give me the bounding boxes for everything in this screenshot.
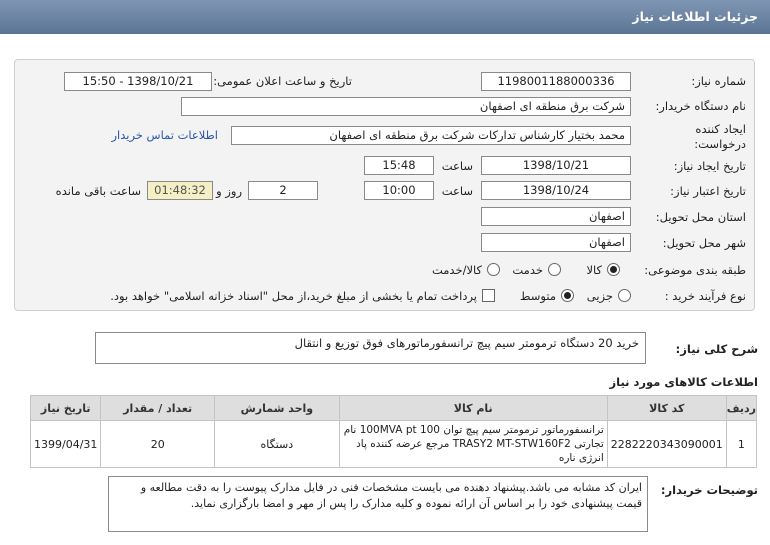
buyer-label: نام دستگاه خریدار: (655, 99, 746, 113)
remaining-time-field: 01:48:32 (147, 181, 213, 200)
province-label: استان محل تحویل: (655, 210, 746, 224)
announce-field[interactable]: 1398/10/21 - 15:50 (64, 72, 212, 91)
remaining-label: ساعت باقی مانده (55, 184, 141, 198)
announce-label: تاریخ و ساعت اعلان عمومی: (213, 74, 352, 88)
col-date-header: تاریخ نیاز (31, 396, 101, 421)
purchase-minor-label: جزیی (586, 289, 613, 303)
treasury-payment-note: پرداخت تمام یا بخشی از مبلغ خرید،از محل "اسناد خزانه اسلامی" خواهد بود. (110, 289, 477, 303)
city-label: شهر محل تحویل: (662, 236, 746, 250)
col-row-header: ردیف (726, 396, 756, 421)
buyer-field[interactable]: شرکت برق منطقه ای اصفهان (181, 97, 631, 116)
items-table (30, 395, 757, 468)
table-row[interactable] (31, 421, 757, 468)
purchase-type-label: نوع فرآیند خرید : (664, 289, 746, 303)
purchase-minor-radio[interactable] (618, 289, 631, 302)
category-goods-radio[interactable] (607, 263, 620, 276)
creator-label: ایجاد کننده درخواست: (694, 122, 746, 151)
col-qty-header: تعداد / مقدار (101, 396, 215, 421)
days-label: روز و (216, 184, 242, 198)
need-date-cell: 1399/04/31 (31, 421, 101, 468)
buyer-notes-label: توضیحات خریدار: (660, 483, 758, 497)
valid-date-field[interactable]: 1398/10/24 (481, 181, 631, 200)
unit-cell: دستگاه (215, 421, 340, 468)
category-goods-label: کالا (586, 263, 602, 277)
col-unit-header: واحد شمارش (215, 396, 340, 421)
category-goods-service-radio[interactable] (487, 263, 500, 276)
category-goods-service-label: کالا/خدمت (431, 263, 482, 277)
category-service-label: خدمت (512, 263, 543, 277)
need-number-label: شماره نیاز: (691, 74, 746, 88)
create-time-label: ساعت (441, 159, 473, 173)
need-number-field[interactable]: 1198001188000336 (481, 72, 631, 91)
province-field[interactable]: اصفهان (481, 207, 631, 226)
description-label: شرح کلی نیاز: (675, 342, 758, 356)
create-date-label: تاریخ ایجاد نیاز: (673, 159, 746, 173)
need-info-panel (14, 59, 755, 311)
quantity-cell: 20 (101, 421, 215, 468)
buyer-notes-field: ایران کد مشابه می باشد.پیشنهاد دهنده می بایست مشخصات فنی در فایل مدارک پیوست را به دقت مطالعه و قیمت پیشنهادی خود را بر اساس آن ارائه نموده و کلیه مدارک را پس از مهر و امضا بارگزاری نماید. (108, 476, 648, 532)
item-name-cell: ترانسفورماتور ترمومتر سیم پیچ توان 100MVA pt 100 نام تجارتی TRASY2 MT-STW160F2 مرجع عرضه کننده پاد انرژی ناره (339, 421, 607, 468)
valid-date-label: تاریخ اعتبار نیاز: (670, 184, 746, 198)
treasury-payment-checkbox[interactable] (482, 289, 495, 302)
create-date-field[interactable]: 1398/10/21 (481, 156, 631, 175)
description-field: خرید 20 دستگاه ترمومتر سیم پیچ ترانسفورماتورهای فوق توزیع و انتقال (95, 332, 646, 364)
category-label: طبقه بندی موضوعی: (644, 263, 746, 277)
purchase-medium-label: متوسط (519, 289, 556, 303)
create-time-field[interactable]: 15:48 (364, 156, 434, 175)
city-field[interactable]: اصفهان (481, 233, 631, 252)
purchase-medium-radio[interactable] (561, 289, 574, 302)
valid-time-field[interactable]: 10:00 (364, 181, 434, 200)
remaining-days-field: 2 (248, 181, 318, 200)
col-code-header: کد کالا (607, 396, 726, 421)
category-service-radio[interactable] (548, 263, 561, 276)
valid-time-label: ساعت (441, 184, 473, 198)
items-table-header (31, 396, 757, 421)
row-number-cell: 1 (726, 421, 756, 468)
item-code-cell: 2282220343090001 (607, 421, 726, 468)
items-section-title: اطلاعات کالاهای مورد نیاز (609, 375, 758, 389)
col-name-header: نام کالا (339, 396, 607, 421)
contact-buyer-link[interactable]: اطلاعات تماس خریدار (111, 128, 218, 142)
creator-field[interactable]: محمد بختیار کارشناس تدارکات شرکت برق منطقه ای اصفهان (231, 126, 631, 145)
window-title: جزئیات اطلاعات نیاز (0, 0, 770, 34)
